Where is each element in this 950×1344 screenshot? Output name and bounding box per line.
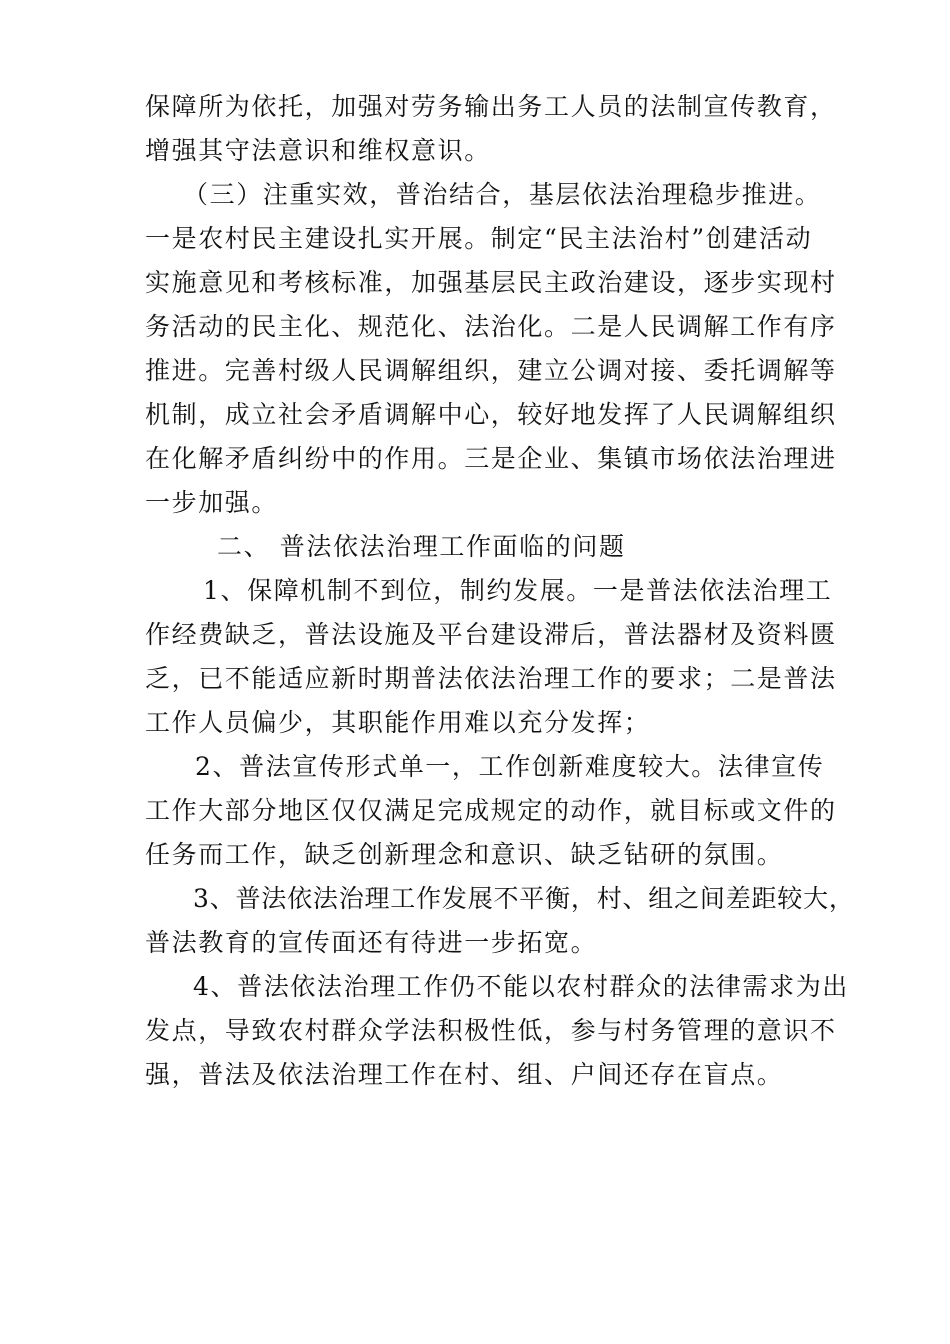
text-line: 任务而工作，缺乏创新理念和意识、缺乏钻研的氛围。 — [145, 840, 784, 869]
text-line: 一步加强。 — [145, 488, 279, 517]
text-line: 强，普法及依法治理工作在村、组、户间还存在盲点。 — [145, 1060, 784, 1089]
text-line: 机制，成立社会矛盾调解中心，较好地发挥了人民调解组织 — [145, 400, 837, 429]
text-line: 2、普法宣传形式单一，工作创新难度较大。法律宣传 — [195, 752, 825, 781]
text-line: 保障所为依托，加强对劳务输出务工人员的法制宣传教育， — [145, 92, 837, 121]
text-line: 实施意见和考核标准，加强基层民主政治建设，逐步实现村 — [145, 268, 837, 297]
text-line: 普法教育的宣传面还有待进一步拓宽。 — [145, 928, 598, 957]
text-line: 一是农村民主建设扎实开展。制定“民主法治村”创建活动 — [145, 224, 813, 253]
text-line: 3、普法依法治理工作发展不平衡，村、组之间差距较大， — [193, 884, 855, 913]
text-line: 工作人员偏少，其职能作用难以充分发挥； — [145, 708, 651, 737]
text-line: 1、保障机制不到位，制约发展。一是普法依法治理工 — [203, 576, 833, 605]
text-line: 乏，已不能适应新时期普法依法治理工作的要求；二是普法 — [145, 664, 837, 693]
text-line: 增强其守法意识和维权意识。 — [145, 136, 491, 165]
text-line: 在化解矛盾纠纷中的作用。三是企业、集镇市场依法治理进 — [145, 444, 837, 473]
section-heading: （三）注重实效，普治结合，基层依法治理稳步推进。 — [183, 180, 822, 209]
text-line: 4、普法依法治理工作仍不能以农村群众的法律需求为出 — [193, 972, 849, 1001]
text-line: 工作大部分地区仅仅满足完成规定的动作，就目标或文件的 — [145, 796, 837, 825]
text-line: 发点，导致农村群众学法积极性低，参与村务管理的意识不 — [145, 1016, 837, 1045]
section-heading: 二、 普法依法治理工作面临的问题 — [217, 532, 626, 561]
text-line: 务活动的民主化、规范化、法治化。二是人民调解工作有序 — [145, 312, 837, 341]
text-line: 作经费缺乏，普法设施及平台建设滞后，普法器材及资料匮 — [145, 620, 837, 649]
text-line: 推进。完善村级人民调解组织，建立公调对接、委托调解等 — [145, 356, 837, 385]
